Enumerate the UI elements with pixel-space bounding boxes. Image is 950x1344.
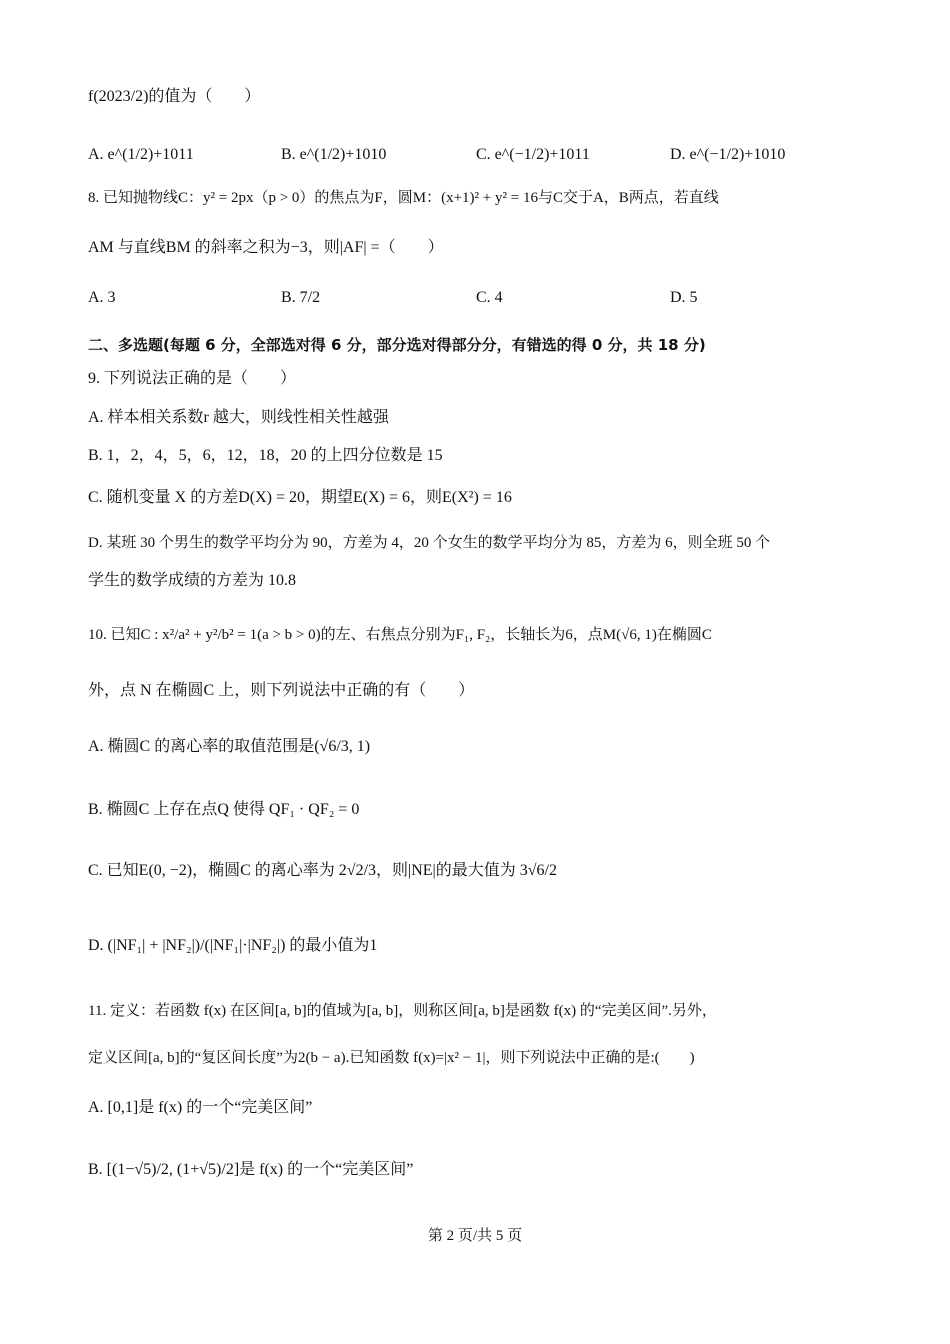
q9-option-d-line-1: D. 某班 30 个男生的数学平均分为 90，方差为 4，20 个女生的数学平均分为 85，方差为 6，则全班 50 个	[88, 535, 771, 551]
page-footer: 第 2 页/共 5 页	[427, 1228, 523, 1244]
q7-option-c: C. e^(−1/2)+1011	[476, 146, 590, 163]
q10-line-1: 10. 已知C : x²/a² + y²/b² = 1(a > b > 0)的左、右焦点分别为F₁, F₂，长轴长为6，点M(√6, 1)在椭圆C	[88, 627, 712, 643]
q10-option-d: D. (|NF₁| + |NF₂|)/(|NF₁|·|NF₂|) 的最小值为1	[88, 937, 378, 954]
q10-option-c: C. 已知E(0, −2)，椭圆C 的离心率为 2√2/3，则|NE|的最大值为 3√6/2	[88, 862, 557, 879]
q8-line-2: AM 与直线BM 的斜率之积为−3，则|AF| =（ ）	[88, 239, 444, 256]
section-title-multi-choice: 二、多选题(每题 6 分，全部选对得 6 分，部分选对得部分分，有错选的得 0 分，共 18 分)	[88, 336, 706, 354]
q7-option-b: B. e^(1/2)+1010	[281, 146, 387, 163]
q8-line-1: 8. 已知抛物线C：y² = 2px（p > 0）的焦点为F，圆M：(x+1)² + y² = 16与C交于A，B两点，若直线	[88, 190, 719, 206]
q7-tail: f(2023/2)的值为（ ）	[88, 88, 261, 105]
q9-option-c: C. 随机变量 X 的方差D(X) = 20，期望E(X) = 6，则E(X²) = 16	[88, 489, 512, 506]
q10-option-a: A. 椭圆C 的离心率的取值范围是(√6/3, 1)	[88, 738, 371, 755]
q10-line-2: 外，点 N 在椭圆C 上，则下列说法中正确的有（ ）	[88, 682, 475, 699]
q8-option-d: D. 5	[670, 289, 698, 306]
q11-option-b: B. [(1−√5)/2, (1+√5)/2]是 f(x) 的一个“完美区间”	[88, 1161, 414, 1178]
q7-option-d: D. e^(−1/2)+1010	[670, 146, 786, 163]
q8-option-c: C. 4	[476, 289, 503, 306]
q9-stem: 9. 下列说法正确的是（ ）	[88, 370, 297, 387]
q8-option-a: A. 3	[88, 289, 116, 306]
q10-option-b: B. 椭圆C 上存在点Q 使得 QF₁ · QF₂ = 0	[88, 801, 360, 818]
q11-line-2: 定义区间[a, b]的“复区间长度”为2(b − a).已知函数 f(x)=|x² − 1|，则下列说法中正确的是:( )	[88, 1050, 695, 1066]
q11-option-a: A. [0,1]是 f(x) 的一个“完美区间”	[88, 1099, 313, 1116]
q9-option-b: B. 1，2，4，5，6，12，18，20 的上四分位数是 15	[88, 447, 443, 464]
q9-option-d-line-2: 学生的数学成绩的方差为 10.8	[88, 572, 297, 589]
q11-line-1: 11. 定义：若函数 f(x) 在区间[a, b]的值域为[a, b]，则称区间[a, b]是函数 f(x) 的“完美区间”.另外，	[88, 1003, 717, 1019]
q7-option-a: A. e^(1/2)+1011	[88, 146, 194, 163]
q9-option-a: A. 样本相关系数r 越大，则线性相关性越强	[88, 409, 389, 426]
q8-option-b: B. 7/2	[281, 289, 321, 306]
